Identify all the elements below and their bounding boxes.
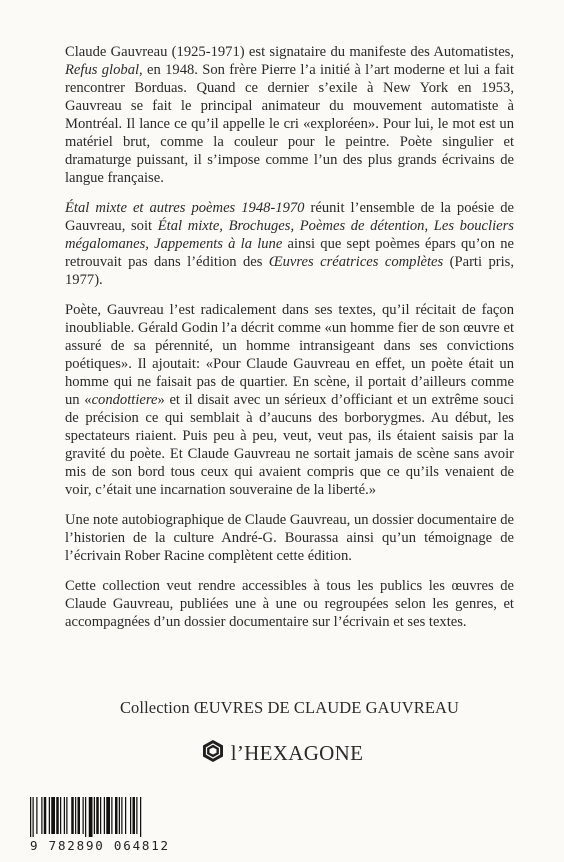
description-text xyxy=(65,43,514,643)
barcode-bar xyxy=(119,797,120,834)
barcode-bar xyxy=(130,797,131,834)
paragraph-biography xyxy=(65,43,514,187)
publisher-name: l’HEXAGONE xyxy=(230,740,364,765)
barcode-bar xyxy=(49,797,50,834)
paragraph-quote xyxy=(65,301,514,499)
barcode-bar xyxy=(60,797,61,834)
barcode-bar xyxy=(136,797,137,834)
barcode-bar xyxy=(41,797,42,834)
text-span: Poète, Gauvreau l’est radicalement dans ses textes, qu’il récitait de façon inoubliable. Gérald Godin l’a décrit comme «un homme fier de son œuvre et assuré de sa pérennité, un homme intransigeant dans ses convictions poétiques». Il ajoutait: «Pour Claude Gauvreau en effet, un poète était un homme qui ne faisait pas de quartier. En scène, il portait d’ailleurs comme un « xyxy=(65,302,514,408)
barcode-bar xyxy=(85,797,86,837)
publisher-logo xyxy=(0,738,564,768)
barcode-bar xyxy=(78,797,81,834)
barcode-bar xyxy=(100,797,101,834)
barcode-bar xyxy=(140,797,141,837)
barcode-bar xyxy=(104,797,105,834)
isbn-digits: 9 782890 064812 xyxy=(30,838,170,853)
barcode-bar xyxy=(125,797,126,834)
barcode-bar xyxy=(89,797,93,837)
italic-word: condottiere xyxy=(91,392,158,408)
barcode-bar xyxy=(75,797,76,834)
barcode-bar xyxy=(33,797,34,837)
text-span: réunit l’ensemble de la poésie de Gauvreau, soit xyxy=(65,200,514,234)
barcode-bar xyxy=(115,797,118,834)
barcode-bar xyxy=(83,797,84,834)
barcode-bar xyxy=(94,797,95,834)
barcode-bar xyxy=(30,797,31,837)
barcode-bar xyxy=(64,797,65,834)
barcode-bar xyxy=(51,797,55,834)
barcode-bar xyxy=(96,797,99,834)
italic-title: Étal mixte et autres poèmes 1948-1970 xyxy=(65,200,305,216)
barcode-bar xyxy=(66,797,67,834)
barcode-bar xyxy=(56,797,59,834)
barcode-bar xyxy=(121,797,122,834)
paragraph-contents xyxy=(65,199,514,289)
text-span: ainsi que sept poèmes épars qu’on ne retrouvait pas dans l’édition des xyxy=(65,236,514,270)
italic-title: Refus global xyxy=(65,62,140,78)
text-span: , en 1948. Son frère Pierre l’a initié à l’art moderne et lui a fait rencontrer Borduas. Quand ce dernier s’exile à New York en 1953, Gauvreau se fait le principal animateur du mouvement automatiste à Montréal. Il lance ce qu’il appelle le cri «exploréen». Pour lui, le mot est un matériel brut, comme la couleur pour le peintre. Poète singulier et dramaturge puissant, il s’impose comme l’un des plus grands écrivains de langue française. xyxy=(65,62,514,186)
collection-title: Collection ŒUVRES DE CLAUDE GAUVREAU xyxy=(119,698,460,717)
barcode-bar xyxy=(106,797,110,834)
text-span: Claude Gauvreau (1925-1971) est signataire du manifeste des Automatistes, xyxy=(65,44,514,60)
barcode-bars xyxy=(24,795,154,837)
barcode-bar xyxy=(44,797,47,834)
text-span: (Parti pris, 1977). xyxy=(65,254,514,288)
barcode-bar xyxy=(133,797,136,834)
barcode-bar xyxy=(71,797,74,834)
italic-title: Œuvres créatrices complètes xyxy=(268,254,444,270)
paragraph-edition-notes: Une note autobiographique de Claude Gauvreau, un dossier documentaire de l’historien de la culture André-G. Bourassa ainsi qu’un témoignage de l’écrivain Rober Racine complètent cette édition. xyxy=(65,512,515,564)
text-span: » et il disait avec un sérieux d’officiant et un extrême souci de précision ce qui semblait à d’aucuns des borborygmes. Au début, les spectateurs riaient. Puis peu à peu, veut, veut pas, ils étaient saisis par la gravité du poète. Et Claude Gauvreau ne sortait jamais de scène sans avoir mis de son bord tous ceux qui avaient compris que ce qu’ils venaient de voir, c’était une incarnation souveraine de la liberté.» xyxy=(65,392,515,498)
paragraph-collection-info: Cette collection veut rendre accessibles à tous les publics les œuvres de Claude Gauvreau, publiées une à une ou regroupées selon les genres, et accompagnées d’un dossier documentaire sur l’écrivain et ses textes. xyxy=(65,578,514,630)
hexagon-logo-icon xyxy=(201,739,225,768)
barcode-bar xyxy=(36,797,37,834)
barcode-bar xyxy=(111,797,112,834)
italic-title: Étal mixte, Brochuges, Poèmes de détention, Les boucliers mégalomanes, Jappements à la lune xyxy=(65,218,514,252)
